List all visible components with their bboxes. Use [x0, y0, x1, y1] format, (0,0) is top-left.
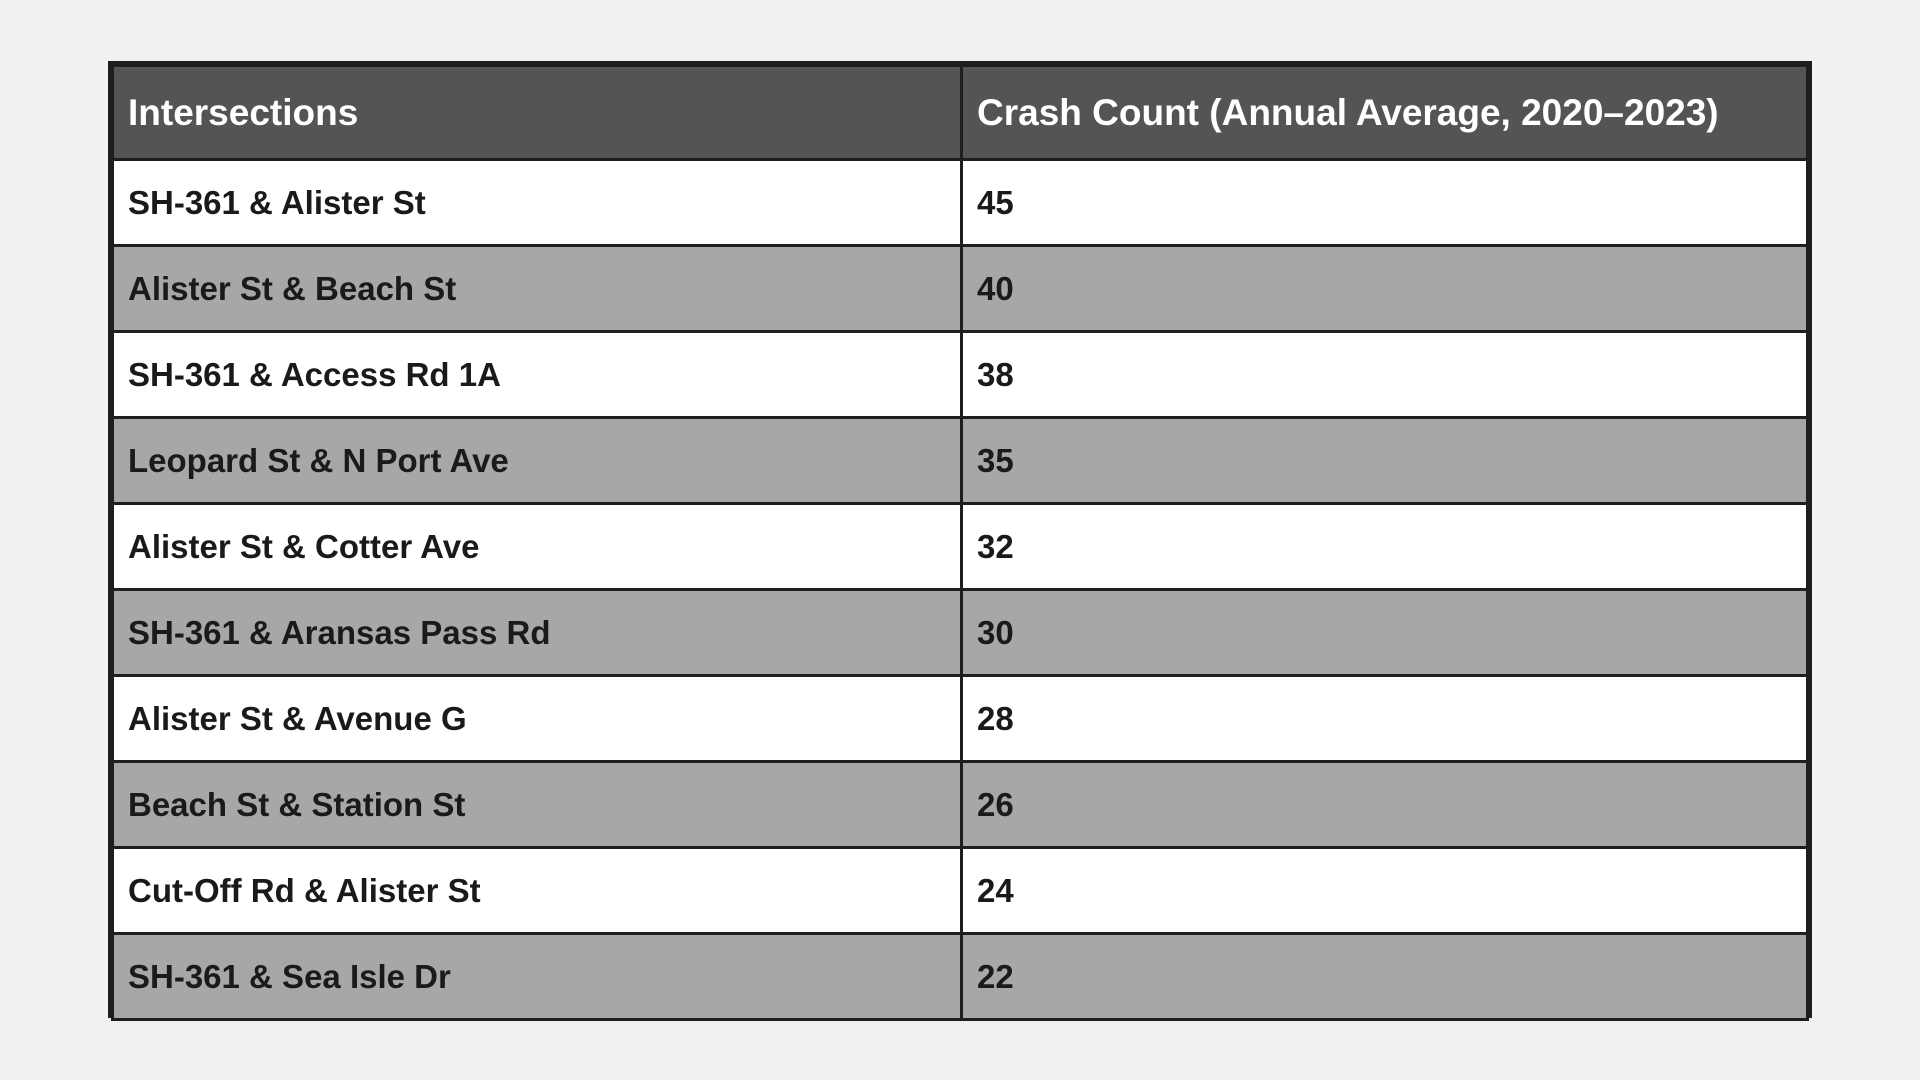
- intersection-cell: SH-361 & Alister St: [113, 160, 962, 246]
- table-row: [113, 848, 1808, 934]
- table-row: [113, 160, 1808, 246]
- crash-count-cell: 26: [962, 762, 1808, 848]
- table-row: [113, 332, 1808, 418]
- crash-count-cell: 28: [962, 676, 1808, 762]
- table-row: [113, 676, 1808, 762]
- crash-count-cell: 45: [962, 160, 1808, 246]
- table-row: [113, 246, 1808, 332]
- crash-count-cell: 38: [962, 332, 1808, 418]
- intersection-cell: Cut-Off Rd & Alister St: [113, 848, 962, 934]
- table-row: [113, 934, 1808, 1020]
- table-row: [113, 590, 1808, 676]
- table-row: [113, 418, 1808, 504]
- intersection-cell: SH-361 & Sea Isle Dr: [113, 934, 962, 1020]
- crash-count-cell: 35: [962, 418, 1808, 504]
- crash-table-container: [108, 61, 1812, 1018]
- crash-count-table: [111, 64, 1809, 1021]
- crash-count-cell: 24: [962, 848, 1808, 934]
- crash-count-cell: 30: [962, 590, 1808, 676]
- table-row: [113, 762, 1808, 848]
- intersection-cell: Beach St & Station St: [113, 762, 962, 848]
- table-row: [113, 504, 1808, 590]
- table-header: [113, 66, 1808, 160]
- header-crash-count: Crash Count (Annual Average, 2020–2023): [962, 66, 1808, 160]
- header-intersections: Intersections: [113, 66, 962, 160]
- intersection-cell: Leopard St & N Port Ave: [113, 418, 962, 504]
- intersection-cell: SH-361 & Aransas Pass Rd: [113, 590, 962, 676]
- header-row: [113, 66, 1808, 160]
- intersection-cell: Alister St & Beach St: [113, 246, 962, 332]
- crash-count-cell: 32: [962, 504, 1808, 590]
- intersection-cell: SH-361 & Access Rd 1A: [113, 332, 962, 418]
- crash-count-cell: 22: [962, 934, 1808, 1020]
- intersection-cell: Alister St & Avenue G: [113, 676, 962, 762]
- table-body: [113, 160, 1808, 1020]
- intersection-cell: Alister St & Cotter Ave: [113, 504, 962, 590]
- crash-count-cell: 40: [962, 246, 1808, 332]
